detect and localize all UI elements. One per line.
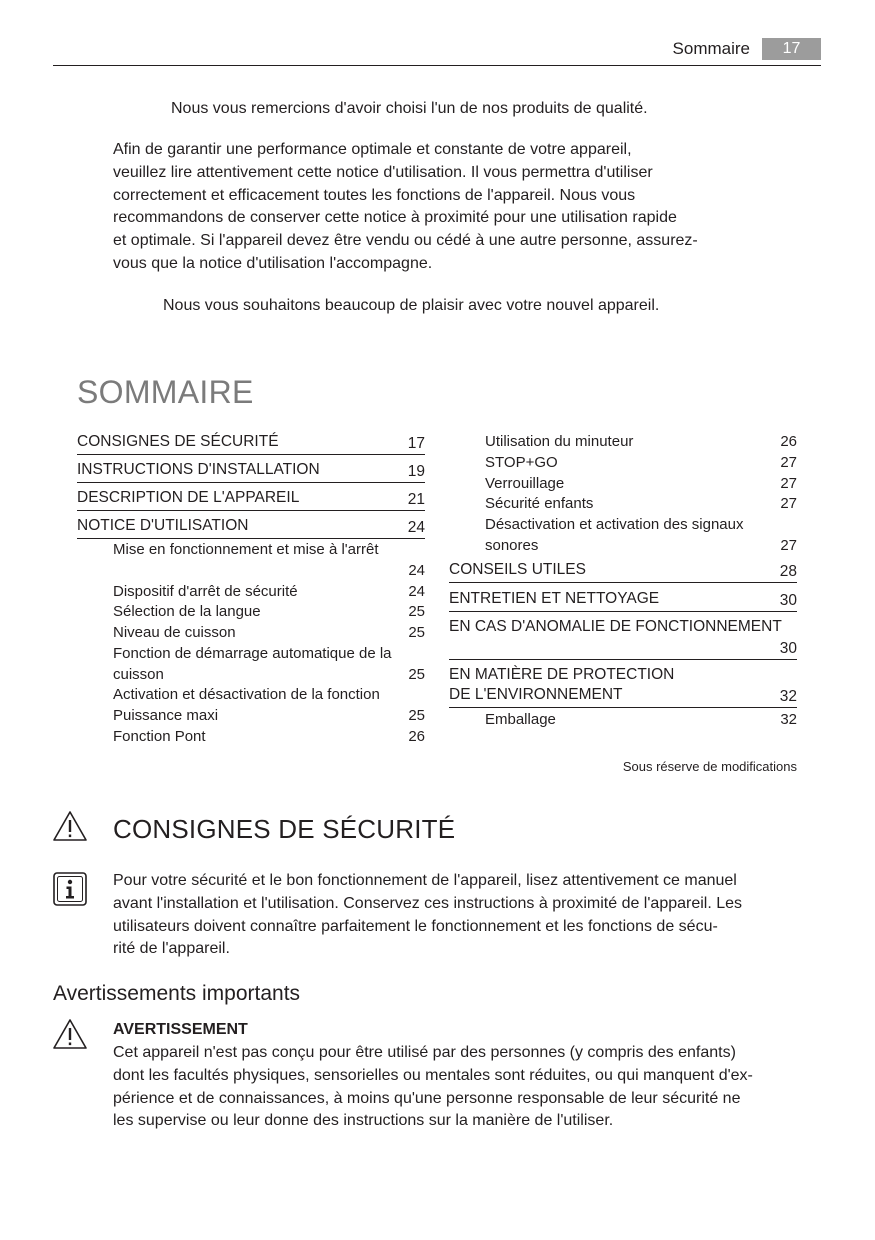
toc-subentry-mise-en-fonctionnement[interactable]	[113, 540, 425, 582]
toc-subentry-title: Niveau de cuisson	[113, 624, 236, 641]
toc-subentry-page: 27	[780, 475, 797, 493]
toc-subentry-page: 25	[408, 603, 425, 621]
toc-subentry-stop-go[interactable]	[485, 453, 797, 474]
safety-info-line: utilisateurs doivent connaître parfaitement le fonctionnement et les fonctions de sécu-	[113, 917, 718, 935]
toc-entry-page: 30	[779, 592, 797, 609]
toc-subentry-title: Désactivation et activation des signaux sonores	[485, 516, 744, 554]
toc-subentry-puissance-maxi[interactable]	[113, 685, 425, 727]
toc-subentry-signaux-sonores[interactable]	[485, 515, 797, 557]
safety-info-line: avant l'installation et l'utilisation. Conservez ces instructions à proximité de l'appareil. Les	[113, 894, 743, 912]
toc-subentry-title: Emballage	[485, 711, 556, 728]
toc-subentry-page: 26	[408, 728, 425, 746]
toc-entry-title: DESCRIPTION DE L'APPAREIL	[77, 489, 300, 506]
info-icon	[53, 872, 87, 906]
intro-line: Afin de garantir une performance optimale et constante de votre appareil,	[113, 141, 632, 158]
toc-subentry-securite-enfants[interactable]	[485, 494, 797, 515]
warning-label: AVERTISSEMENT	[113, 1021, 248, 1038]
toc-subentry-fonction-pont[interactable]	[113, 727, 425, 748]
intro-paragraph	[113, 139, 773, 276]
toc-subentry-page: 27	[780, 454, 797, 472]
toc-subentry-title: Verrouillage	[485, 475, 565, 492]
warning-triangle-icon	[52, 810, 88, 842]
toc-entry-anomalie[interactable]	[449, 617, 797, 660]
page-number: 17	[762, 38, 821, 60]
toc-entry-page: 32	[779, 688, 797, 705]
toc-entry-consignes[interactable]	[77, 432, 425, 455]
toc-entry-environnement[interactable]	[449, 665, 797, 708]
toc-subentry-title: Activation et désactivation de la fonction Puissance maxi	[113, 686, 380, 724]
intro-line: vous que la notice d'utilisation l'accompagne.	[113, 254, 433, 272]
toc-entry-page: 30	[779, 640, 797, 657]
toc-entry-page: 17	[407, 435, 425, 452]
toc-subentry-title: Utilisation du minuteur	[485, 433, 634, 450]
toc-subentry-langue[interactable]	[113, 602, 425, 623]
toc-subentry-title: Sélection de la langue	[113, 603, 261, 620]
toc-entry-title: ENTRETIEN ET NETTOYAGE	[449, 590, 660, 607]
toc-subentry-emballage[interactable]	[485, 710, 797, 731]
toc-entry-title: CONSIGNES DE SÉCURITÉ	[77, 433, 279, 450]
toc-entry-page: 28	[779, 563, 797, 580]
toc-subentry-niveau-cuisson[interactable]	[113, 623, 425, 644]
toc-subentry-page: 25	[408, 624, 425, 642]
intro-wish: Nous vous souhaitons beaucoup de plaisir avec votre nouvel appareil.	[163, 297, 660, 314]
safety-info-line: rité de l'appareil.	[113, 940, 230, 958]
toc-subentry-page: 32	[780, 711, 797, 729]
toc-entry-installation[interactable]	[77, 460, 425, 483]
toc-subentry-page: 25	[408, 666, 425, 684]
warning-line: dont les facultés physiques, sensorielles ou mentales sont réduites, ou qui manquent d'ex-	[113, 1066, 753, 1084]
toc-subentry-page: 27	[780, 537, 797, 555]
toc-subentry-demarrage-auto[interactable]	[113, 644, 425, 686]
toc-subentry-title: Sécurité enfants	[485, 495, 594, 512]
toc-subentry-page: 24	[408, 562, 425, 580]
toc-subentry-title: Mise en fonctionnement et mise à l'arrêt	[113, 541, 379, 558]
toc-entry-title: EN MATIÈRE DE PROTECTION DE L'ENVIRONNEMENT	[449, 666, 675, 703]
toc-entry-notice[interactable]	[77, 516, 425, 539]
toc-subentry-page: 24	[408, 583, 425, 601]
toc-entry-conseils[interactable]	[449, 560, 797, 583]
intro-line: correctement et efficacement toutes les fonctions de l'appareil. Nous vous	[113, 186, 636, 204]
modifications-note: Sous réserve de modifications	[622, 759, 797, 774]
important-warnings-title: Avertissements importants	[53, 982, 301, 1005]
toc-entry-title: NOTICE D'UTILISATION	[77, 517, 249, 534]
toc-subentry-verrouillage[interactable]	[485, 474, 797, 495]
intro-line: recommandons de conserver cette notice à proximité pour une utilisation rapide	[113, 209, 677, 227]
toc-subentry-title: STOP+GO	[485, 454, 558, 471]
toc-subentry-page: 25	[408, 707, 425, 725]
toc-subentry-title: Fonction Pont	[113, 728, 206, 745]
warning-line: les supervise ou leur donne des instructions sur la manière de l'utiliser.	[113, 1112, 614, 1130]
toc-subentry-title: Fonction de démarrage automatique de la cuisson	[113, 645, 392, 683]
toc-entry-title: INSTRUCTIONS D'INSTALLATION	[77, 461, 320, 478]
toc-subentry-arret-securite[interactable]	[113, 582, 425, 603]
toc-entry-title: EN CAS D'ANOMALIE DE FONCTIONNEMENT	[449, 618, 782, 635]
intro-thanks: Nous vous remercions d'avoir choisi l'un de nos produits de qualité.	[171, 100, 648, 117]
toc-entry-page: 24	[407, 519, 425, 536]
toc-entry-page: 21	[407, 491, 425, 508]
warning-line: périence et de connaissances, à moins qu'une personne responsable de leur sécurité ne	[113, 1089, 741, 1107]
toc-entry-title: CONSEILS UTILES	[449, 561, 586, 578]
safety-info-line: Pour votre sécurité et le bon fonctionnement de l'appareil, lisez attentivement ce manuel	[113, 872, 737, 889]
toc-entry-description[interactable]	[77, 488, 425, 511]
header-rule	[53, 65, 821, 66]
intro-line: veuillez lire attentivement cette notice d'utilisation. Il vous permettra d'utiliser	[113, 163, 653, 181]
intro-line: et optimale. Si l'appareil devez être vendu ou cédé à une autre personne, assurez-	[113, 232, 698, 250]
toc-subentry-page: 27	[780, 495, 797, 513]
warning-line: Cet appareil n'est pas conçu pour être utilisé par des personnes (y compris des enfants)	[113, 1044, 736, 1061]
toc-subentry-page: 26	[780, 433, 797, 451]
warning-triangle-icon	[52, 1018, 88, 1050]
sommaire-title: SOMMAIRE	[77, 374, 254, 410]
warning-paragraph	[113, 1042, 833, 1133]
toc-subentry-title: Dispositif d'arrêt de sécurité	[113, 583, 298, 600]
safety-info-paragraph	[113, 870, 833, 961]
toc-entry-entretien[interactable]	[449, 589, 797, 612]
section-title-safety: CONSIGNES DE SÉCURITÉ	[113, 814, 456, 844]
toc-subentry-minuteur[interactable]	[485, 432, 797, 453]
toc-entry-page: 19	[407, 463, 425, 480]
running-header-title: Sommaire	[672, 39, 750, 58]
